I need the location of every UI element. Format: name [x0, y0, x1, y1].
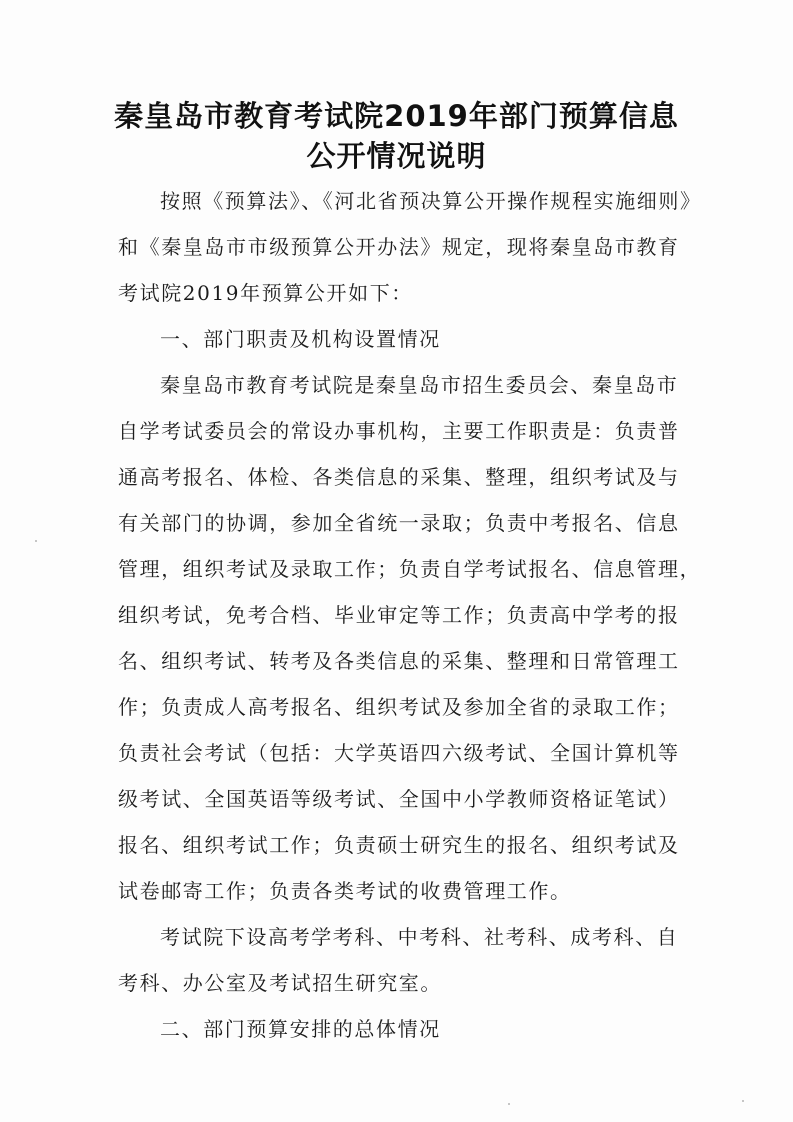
body-line: 名、组织考试、转考及各类信息的采集、整理和日常管理工 [118, 649, 680, 673]
scan-speck [742, 1100, 744, 1102]
document-title-line-2: 公开情况说明 [306, 139, 487, 173]
scan-speck [508, 1103, 510, 1105]
body-line: 考科、办公室及考试招生研究室。 [118, 971, 442, 995]
body-line: 负责社会考试（包括：大学英语四六级考试、全国计算机等 [118, 741, 680, 765]
body-line: 级考试、全国英语等级考试、全国中小学教师资格证笔试） [118, 787, 680, 811]
body-line: 试卷邮寄工作；负责各类考试的收费管理工作。 [118, 879, 572, 903]
body-line: 有关部门的协调，参加全省统一录取；负责中考报名、信息 [118, 511, 680, 535]
body-line: 组织考试，免考合档、毕业审定等工作；负责高中学考的报 [118, 603, 680, 627]
body-line: 和《秦皇岛市市级预算公开办法》规定，现将秦皇岛市教育 [118, 235, 680, 259]
scan-speck [35, 540, 37, 542]
body-line: 作；负责成人高考报名、组织考试及参加全省的录取工作； [118, 695, 680, 719]
body-line: 自学考试委员会的常设办事机构，主要工作职责是：负责普 [118, 419, 680, 443]
section-heading-2: 二、部门预算安排的总体情况 [160, 1017, 441, 1041]
body-line: 按照《预算法》、《河北省预决算公开操作规程实施细则》 [160, 189, 702, 213]
body-line: 管理，组织考试及录取工作；负责自学考试报名、信息管理， [118, 557, 702, 581]
section-heading-1: 一、部门职责及机构设置情况 [160, 327, 441, 351]
body-line: 报名、组织考试工作；负责硕士研究生的报名、组织考试及 [118, 833, 680, 857]
document-title-line-1: 秦皇岛市教育考试院2019年部门预算信息 [114, 99, 679, 133]
body-line: 考试院下设高考学考科、中考科、社考科、成考科、自 [160, 925, 679, 949]
body-line: 通高考报名、体检、各类信息的采集、整理，组织考试及与 [118, 465, 680, 489]
body-line: 秦皇岛市教育考试院是秦皇岛市招生委员会、秦皇岛市 [160, 373, 679, 397]
body-line: 考试院2019年预算公开如下： [118, 281, 413, 305]
